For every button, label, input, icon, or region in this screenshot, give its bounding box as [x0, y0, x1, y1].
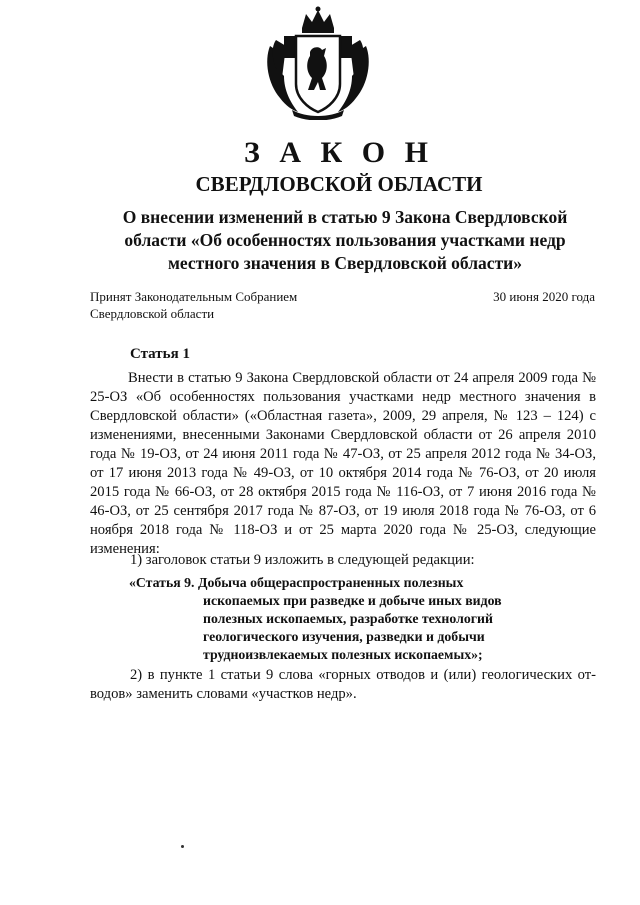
adoption-body-line1: Принят Законодательным Собранием: [90, 289, 298, 304]
adoption-date: 30 июня 2020 года: [493, 289, 595, 304]
adoption-body: [90, 288, 350, 322]
amendment-item-2: 2) в пункте 1 статьи 9 слова «горных отводов и (или) геологических от-водов» заменить словами «участков недр».: [90, 667, 596, 702]
document-type-title: З А К О Н: [244, 136, 434, 169]
quote-line-5: трудноизвлекаемых полезных ископаемых»;: [203, 647, 483, 662]
scan-speck: [181, 845, 184, 848]
quote-line-3: полезных ископаемых, разработке технологий: [203, 611, 493, 626]
adoption-body-line2: Свердловской области: [90, 306, 215, 321]
amendment-item-1: 1) заголовок статьи 9 изложить в следующей редакции:: [130, 552, 475, 568]
region-title: СВЕРДЛОВСКОЙ ОБЛАСТИ: [195, 172, 483, 196]
quote-line-2: ископаемых при разведке и добыче иных видов: [203, 593, 502, 608]
article-intro-paragraph: Внести в статью 9 Закона Свердловской области от 24 апреля 2009 года № 25-ОЗ «Об особенностях пользования участками недр местного значения в Свердловской области» («Областная газета», 2009, 29 апреля, № 123 – 124) с изменениями, внесенными Законами Свердловской области от 26 апреля 2010 года № 19-ОЗ, от 24 июня 2011 года № 47-ОЗ, от 25 апреля 2012 года № 34-ОЗ, от 17 июня 2013 года № 49-ОЗ, от 10 октября 2014 года № 76-ОЗ, от 20 июля 2015 года № 66-ОЗ, от 28 октября 2015 года № 116-ОЗ, от 7 июня 2016 года № 46-ОЗ, от 25 сентября 2017 года № 87-ОЗ, от 19 июля 2018 года № 76-ОЗ, от 6 ноября 2018 года № 118-ОЗ и от 25 марта 2020 года № 25-ОЗ, следующие изменения:: [90, 370, 596, 557]
coat-of-arms-icon: [262, 6, 374, 120]
article-heading: Статья 1: [130, 346, 190, 362]
new-title-quote: [129, 574, 569, 664]
quote-line-4: геологического изучения, разведки и добычи: [203, 629, 485, 644]
law-subtitle: О внесении изменений в статью 9 Закона Свердловской области «Об особенностях пользования участками недр местного значения в Свердловской области»: [122, 207, 568, 273]
quote-line-1: «Статья 9. Добыча общераспространенных полезных: [129, 575, 464, 590]
